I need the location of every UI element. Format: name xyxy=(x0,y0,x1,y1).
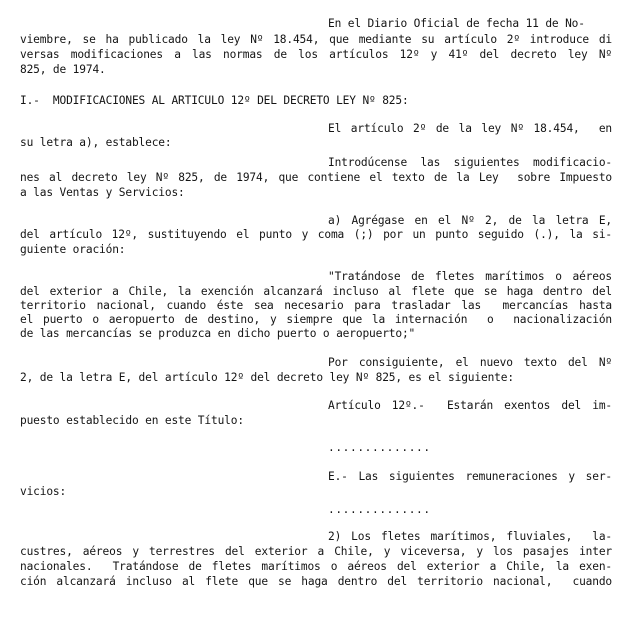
section-heading: I.- MODIFICACIONES AL ARTICULO 12º DEL DECRETO LEY Nº 825: xyxy=(20,94,409,107)
text-line: versas modificaciones a las normas de los artículos 12º y 41º del decreto ley Nº xyxy=(20,48,612,61)
quoted-text-line: del exterior a Chile, la exención alcanzará incluso al flete que se haga dentro del xyxy=(20,285,612,298)
text-line: su letra a), establece: xyxy=(20,136,172,149)
text-line: nes al decreto ley Nº 825, de 1974, que contiene el texto de la Ley sobre Impuesto xyxy=(20,171,612,184)
text-line: a las Ventas y Servicios: xyxy=(20,186,185,199)
text-line: ción alcanzará incluso al flete que se haga dentro del territorio nacional, cuando xyxy=(20,575,612,588)
text-line: 2, de la letra E, del artículo 12º del decreto ley Nº 825, es el siguiente: xyxy=(20,371,514,384)
text-line: guiente oración: xyxy=(20,243,126,256)
quoted-text-line: de las mercancías se produzca en dicho puerto o aeropuerto;" xyxy=(20,327,416,340)
text-line: nacionales. Tratándose de fletes marítimos o aéreos del exterior a Chile, la exen- xyxy=(20,560,612,573)
text-line: 825, de 1974. xyxy=(20,63,106,76)
text-line: vicios: xyxy=(20,485,67,498)
ellipsis-divider: .............. xyxy=(328,441,431,454)
ellipsis-divider: .............. xyxy=(328,503,431,516)
text-line: Por consiguiente, el nuevo texto del Nº xyxy=(328,356,612,369)
text-line: Introdúcense las siguientes modificacio- xyxy=(328,156,612,169)
text-line: Artículo 12º.- Estarán exentos del im- xyxy=(328,399,612,412)
text-line: a) Agrégase en el Nº 2, de la letra E, xyxy=(328,214,612,227)
text-line: El artículo 2º de la ley Nº 18.454, en xyxy=(328,122,612,135)
text-line: 2) Los fletes marítimos, fluviales, la- xyxy=(328,530,612,543)
text-line: custres, aéreos y terrestres del exterior a Chile, y viceversa, y los pasajes inter xyxy=(20,545,612,558)
text-line: puesto establecido en este Título: xyxy=(20,414,244,427)
text-line: del artículo 12º, sustituyendo el punto y coma (;) por un punto seguido (.), la si- xyxy=(20,228,612,241)
text-line: E.- Las siguientes remuneraciones y ser- xyxy=(328,470,612,483)
text-line: viembre, se ha publicado la ley Nº 18.454, que mediante su artículo 2º introduce di xyxy=(20,33,612,46)
text-line: En el Diario Oficial de fecha 11 de No- xyxy=(328,17,585,30)
quoted-text-line: "Tratándose de fletes marítimos o aéreos xyxy=(328,270,612,283)
quoted-text-line: el puerto o aeropuerto de destino, y siempre que la internación o nacionalización xyxy=(20,313,612,326)
quoted-text-line: territorio nacional, cuando éste sea necesario para trasladar las mercancías hasta xyxy=(20,299,612,312)
